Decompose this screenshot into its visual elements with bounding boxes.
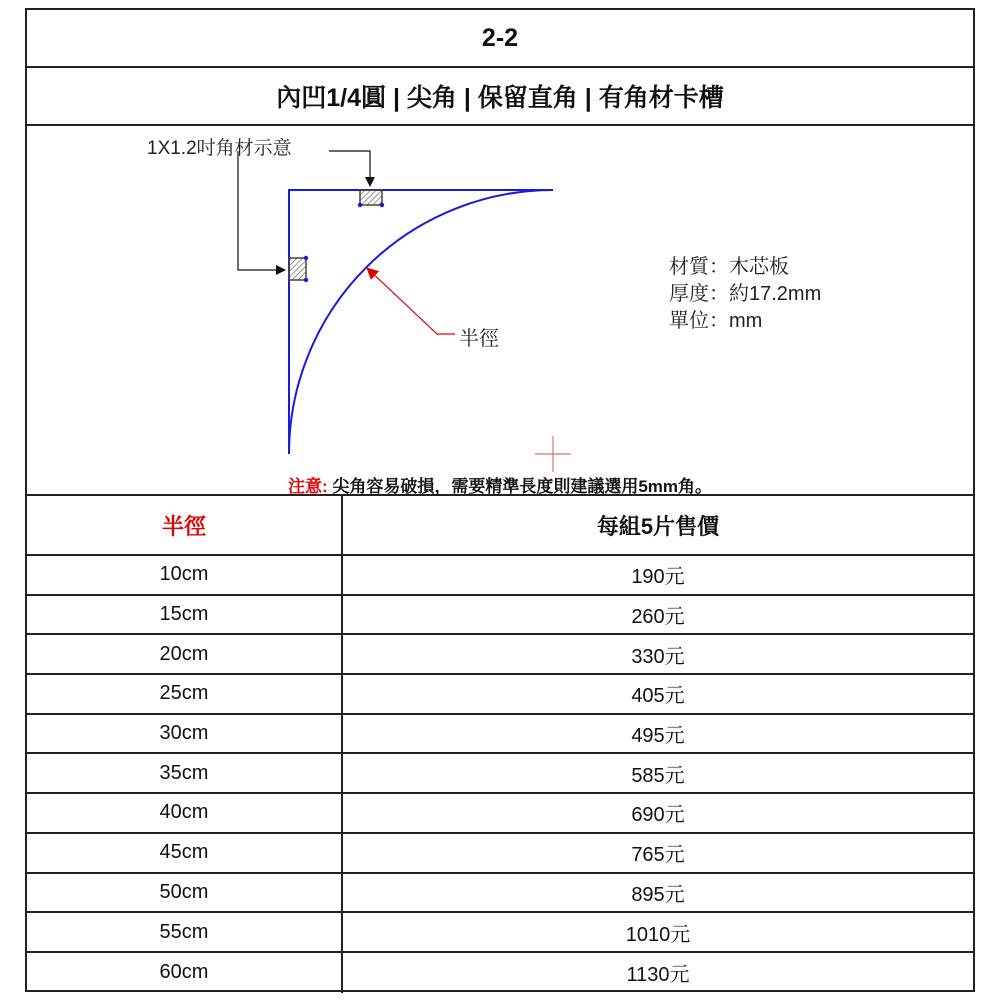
stock-leader-left — [238, 151, 285, 270]
table-row — [27, 874, 973, 914]
table-row — [27, 675, 973, 715]
caution-text: 尖角容易破損，需要精準長度則建議選用5mm角。 — [327, 477, 713, 496]
radius-cell: 60cm — [27, 953, 343, 993]
price-cell: 1130元 — [626, 964, 690, 987]
radius-cell: 25cm — [27, 675, 343, 713]
table-row — [27, 715, 973, 755]
stock-leader-top — [329, 151, 370, 186]
caution-note — [27, 472, 973, 497]
radius-cell: 50cm — [27, 874, 343, 912]
table-header — [27, 496, 973, 556]
arc-center-mark — [535, 436, 571, 472]
radius-cell: 35cm — [27, 754, 343, 792]
radius-cell: 10cm — [27, 556, 343, 594]
radius-cell: 20cm — [27, 635, 343, 673]
stock-label: 1X1.2吋角材示意 — [147, 138, 292, 159]
price-cell: 260元 — [631, 606, 685, 629]
table-row — [27, 635, 973, 675]
stock-square-left — [289, 256, 308, 282]
radius-label: 半徑 — [459, 328, 499, 350]
caution-label: 注意: — [287, 477, 328, 496]
column-header-price: 每組5片售價 — [596, 513, 720, 539]
table-row — [27, 556, 973, 596]
table-row — [27, 794, 973, 834]
radius-cell: 40cm — [27, 794, 343, 832]
table-body — [27, 556, 973, 993]
price-cell: 765元 — [631, 844, 685, 867]
table-row — [27, 913, 973, 953]
page-title: 2-2 — [27, 10, 973, 68]
price-cell: 585元 — [631, 764, 685, 787]
radius-leader — [367, 268, 455, 334]
spec-thickness: 厚度：約17.2mm — [669, 283, 822, 305]
price-cell: 690元 — [631, 804, 685, 827]
price-cell: 495元 — [631, 725, 685, 748]
product-card — [25, 8, 975, 992]
profile-diagram — [27, 126, 973, 496]
profile-arc — [289, 190, 553, 454]
price-cell: 895元 — [631, 883, 685, 906]
spec-unit: 單位：mm — [669, 310, 763, 332]
table-row — [27, 754, 973, 794]
radius-cell: 55cm — [27, 913, 343, 951]
price-cell: 1010元 — [625, 923, 691, 946]
column-header-radius: 半徑 — [27, 496, 343, 554]
price-cell: 405元 — [631, 685, 685, 708]
table-row — [27, 834, 973, 874]
spec-block — [669, 254, 821, 335]
radius-cell: 45cm — [27, 834, 343, 872]
spec-material: 材質：木芯板 — [669, 256, 789, 278]
price-table — [27, 496, 973, 990]
product-subtitle: 內凹1/4圓 | 尖角 | 保留直角 | 有角材卡槽 — [27, 68, 973, 126]
profile-drawing — [27, 126, 973, 496]
radius-cell: 30cm — [27, 715, 343, 753]
table-row — [27, 953, 973, 993]
stock-square-top — [358, 190, 384, 207]
price-cell: 190元 — [631, 566, 685, 589]
table-row — [27, 596, 973, 636]
radius-cell: 15cm — [27, 596, 343, 634]
profile-outline — [289, 190, 553, 454]
price-cell: 330元 — [631, 645, 685, 668]
